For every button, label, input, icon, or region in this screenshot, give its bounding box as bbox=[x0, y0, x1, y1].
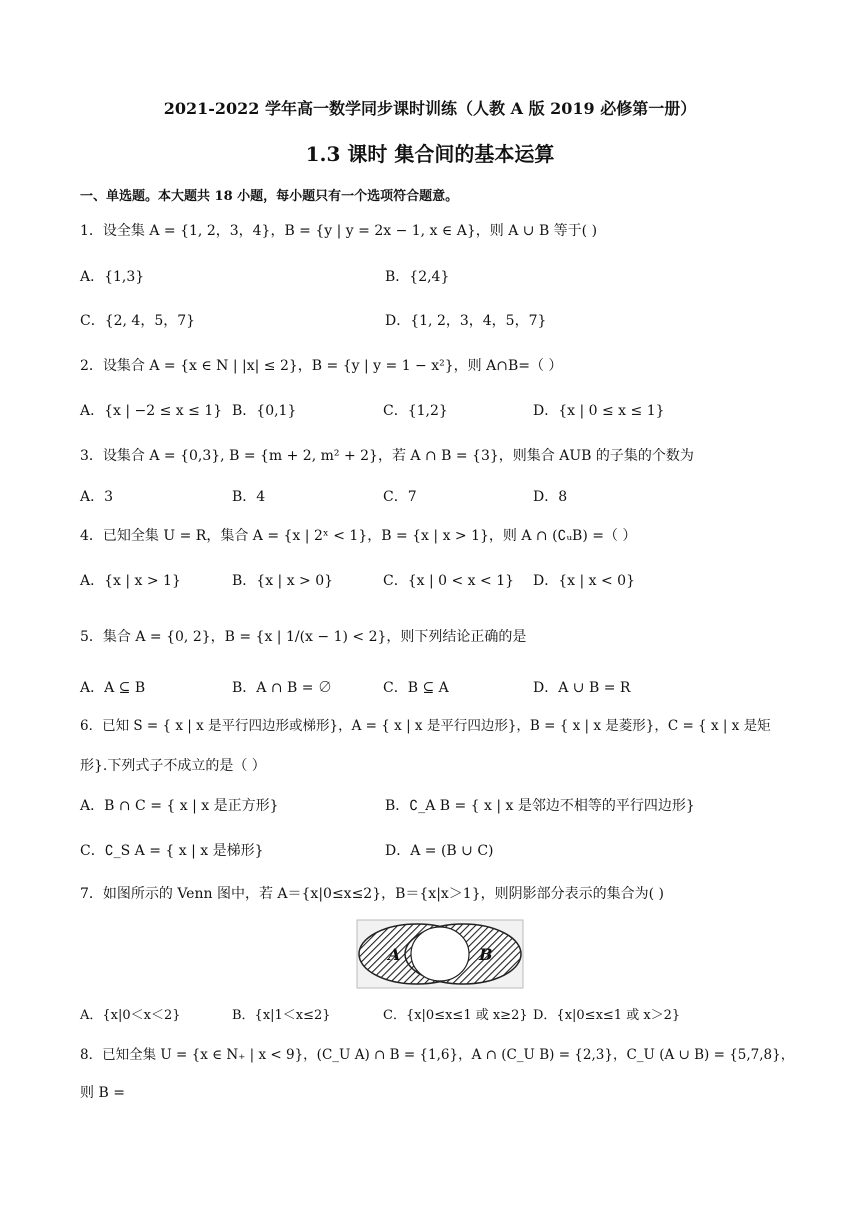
question-1-stem: 1．设全集 A = {1, 2，3，4}，B = {y | y = 2x − 1, x ∈ A}，则 A ∪ B 等于( ) bbox=[80, 223, 598, 239]
question-5-option-a: A．A ⊆ B bbox=[80, 680, 146, 696]
question-3-option-a: A．3 bbox=[80, 489, 114, 505]
question-6-option-a: A．B ∩ C = { x | x 是正方形} bbox=[80, 798, 279, 814]
question-7-option-b: B．{x|1＜x≤2} bbox=[232, 1008, 331, 1023]
question-1-option-a: A．{1,3} bbox=[80, 269, 145, 285]
question-2-option-b: B．{0,1} bbox=[232, 403, 297, 419]
question-4-option-d: D．{x | x < 0} bbox=[533, 573, 635, 589]
question-7-option-d: D．{x|0≤x≤1 或 x＞2} bbox=[533, 1008, 681, 1023]
question-4-option-c: C．{x | 0 < x < 1} bbox=[383, 573, 515, 589]
question-1-option-c: C．{2, 4，5，7} bbox=[80, 313, 196, 329]
question-4-option-a: A．{x | x > 1} bbox=[80, 573, 181, 589]
venn-intersection bbox=[411, 927, 469, 981]
question-6-stem: 6．已知 S = { x | x 是平行四边形或梯形}，A = { x | x 是平行四边形}，B = { x | x 是菱形}，C = { x | x 是矩 bbox=[80, 718, 771, 734]
question-6-option-c: C．∁_S A = { x | x 是梯形} bbox=[80, 843, 264, 859]
question-2-option-d: D．{x | 0 ≤ x ≤ 1} bbox=[533, 403, 665, 419]
question-3-stem: 3．设集合 A = {0,3}, B = {m + 2, m² + 2}，若 A ∩ B = {3}，则集合 AUB 的子集的个数为 bbox=[80, 448, 694, 464]
question-8-stem: 8．已知全集 U = {x ∈ N₊ | x < 9}，(C_U A) ∩ B = {1,6}，A ∩ (C_U B) = {2,3}，C_U (A ∪ B) = {5,7,8}， bbox=[80, 1047, 795, 1063]
section-heading: 一、单选题。本大题共 18 小题，每小题只有一个选项符合题意。 bbox=[80, 189, 459, 204]
doc-subtitle: 1.3 课时 集合间的基本运算 bbox=[305, 142, 555, 166]
question-7-option-c: C．{x|0≤x≤1 或 x≥2} bbox=[383, 1008, 528, 1023]
question-1-option-b: B．{2,4} bbox=[385, 269, 450, 285]
question-6-option-b: B．∁_A B = { x | x 是邻边不相等的平行四边形} bbox=[385, 798, 695, 814]
question-7-stem: 7．如图所示的 Venn 图中，若 A＝{x|0≤x≤2}，B＝{x|x＞1}，则阴影部分表示的集合为( ) bbox=[80, 886, 664, 902]
venn-label-b: B bbox=[479, 945, 493, 964]
question-3-option-d: D．8 bbox=[533, 489, 568, 505]
venn-label-a: A bbox=[388, 945, 401, 964]
venn-diagram bbox=[355, 918, 525, 990]
question-6-stem-continued: 形}.下列式子不成立的是（ ） bbox=[80, 758, 266, 774]
question-4-stem: 4．已知全集 U = R，集合 A = {x | 2ˣ < 1}，B = {x | x > 1}，则 A ∩ (∁ᵤB) =（ ） bbox=[80, 528, 637, 544]
question-5-option-c: C．B ⊆ A bbox=[383, 680, 449, 696]
question-5-option-d: D．A ∪ B = R bbox=[533, 680, 631, 696]
question-2-option-a: A．{x | −2 ≤ x ≤ 1} bbox=[80, 403, 223, 419]
question-5-option-b: B．A ∩ B = ∅ bbox=[232, 680, 332, 696]
doc-title: 2021-2022 学年高一数学同步课时训练（人教 A 版 2019 必修第一册） bbox=[163, 99, 697, 118]
question-3-option-b: B．4 bbox=[232, 489, 266, 505]
question-1-option-d: D．{1, 2，3，4，5，7} bbox=[385, 313, 547, 329]
question-2-stem: 2．设集合 A = {x ∈ N | |x| ≤ 2}，B = {y | y = 1 − x²}，则 A∩B=（ ） bbox=[80, 358, 563, 374]
question-7-option-a: A．{x|0＜x＜2} bbox=[80, 1008, 181, 1023]
question-4-option-b: B．{x | x > 0} bbox=[232, 573, 334, 589]
question-6-option-d: D．A = (B ∪ C) bbox=[385, 843, 494, 859]
question-3-option-c: C．7 bbox=[383, 489, 417, 505]
question-2-option-c: C．{1,2} bbox=[383, 403, 448, 419]
question-5-stem: 5．集合 A = {0, 2}，B = {x | 1/(x − 1) < 2}，则下列结论正确的是 bbox=[80, 629, 527, 645]
question-8-stem-continued: 则 B = bbox=[80, 1085, 125, 1101]
